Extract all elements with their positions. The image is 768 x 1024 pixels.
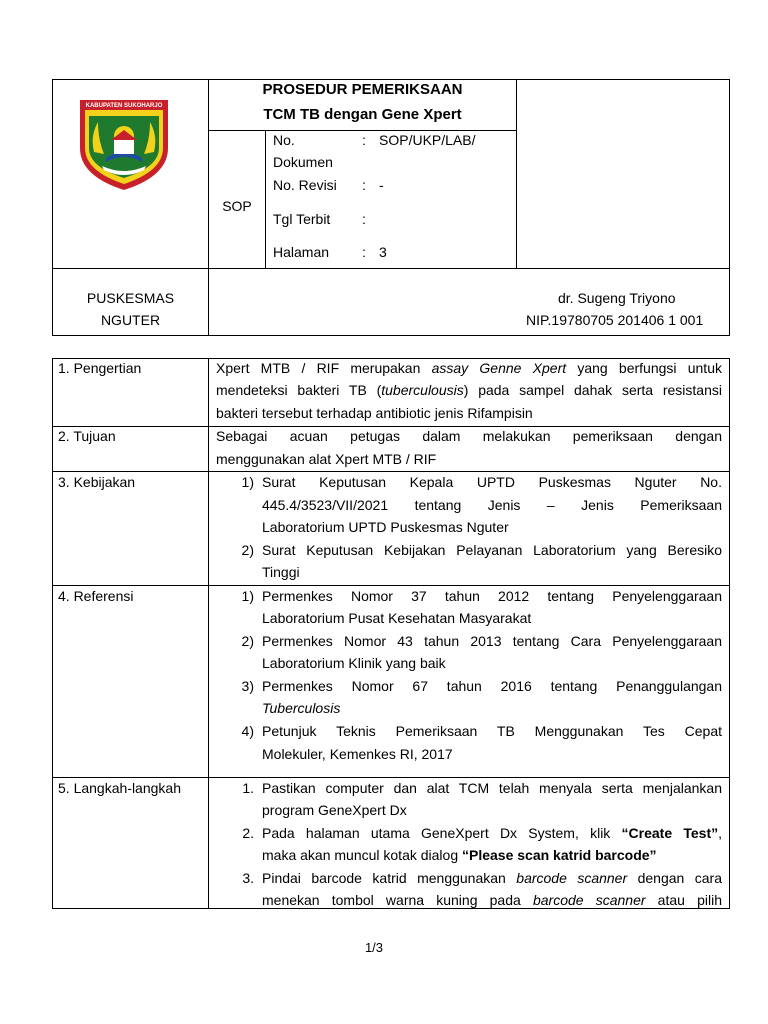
referensi-2-line-1: Permenkes Nomor 43 tahun 2013 tentang Cara Penyelenggaraan — [262, 633, 722, 649]
kabupaten-sukoharjo-logo — [76, 96, 172, 192]
field-no-value: SOP/UKP/LAB/ — [379, 132, 476, 148]
referensi-3-line-2: Tuberculosis — [262, 700, 341, 716]
kebijakan-num-1: 1) — [241, 474, 254, 490]
kebijakan-num-2: 2) — [241, 542, 254, 558]
referensi-2-line-2: Laboratorium Klinik yang baik — [262, 655, 446, 671]
referensi-4-line-2: Molekuler, Kemenkes RI, 2017 — [262, 746, 453, 762]
doc-title-line1: PROSEDUR PEMERIKSAAN — [262, 81, 463, 98]
langkah-num-1: 1. — [242, 780, 254, 796]
signer-nip: NIP.19780705 201406 1 001 — [526, 312, 704, 328]
org-name-line1: PUSKESMAS — [86, 290, 175, 306]
field-terbit-colon: : — [362, 211, 366, 227]
referensi-num-3: 3) — [241, 678, 254, 694]
pengertian-line-3: bakteri tersebut terhadap antibiotic jenis Rifampisin — [216, 405, 533, 421]
langkah-1-line-1: Pastikan computer dan alat TCM telah menyala serta menjalankan — [262, 780, 722, 796]
langkah-1-line-2: program GeneXpert Dx — [262, 802, 407, 818]
referensi-1-line-1: Permenkes Nomor 37 tahun 2012 tentang Penyelenggaraan — [262, 588, 722, 604]
field-no-colon: : — [362, 132, 366, 148]
kebijakan-1-line-3: Laboratorium UPTD Puskesmas Nguter — [262, 519, 509, 535]
referensi-num-2: 2) — [241, 633, 254, 649]
field-dokumen-label: Dokumen — [273, 154, 333, 170]
langkah-2-line-1: Pada halaman utama GeneXpert Dx System, klik “Create Test”, — [262, 825, 722, 841]
kebijakan-1-line-2: 445.4/3523/VII/2021 tentang Jenis – Jenis Pemeriksaan — [262, 497, 722, 513]
section-label-tujuan: 2. Tujuan — [58, 428, 116, 444]
field-revisi-colon: : — [362, 177, 366, 193]
pengertian-line-1: Xpert MTB / RIF merupakan assay Genne Xpert yang berfungsi untuk — [216, 360, 722, 376]
referensi-1-line-2: Laboratorium Pusat Kesehatan Masyarakat — [262, 610, 532, 626]
field-halaman-colon: : — [362, 244, 366, 260]
langkah-2-line-2: maka akan muncul kotak dialog “Please scan katrid barcode” — [262, 847, 657, 863]
langkah-num-3: 3. — [242, 870, 254, 886]
field-revisi-label: No. Revisi — [273, 177, 337, 193]
langkah-num-2: 2. — [242, 825, 254, 841]
section-label-referensi: 4. Referensi — [58, 588, 134, 604]
field-terbit-label: Tgl Terbit — [273, 211, 331, 227]
doc-title-line2: TCM TB dengan Gene Xpert — [263, 106, 462, 123]
page-number: 1/3 — [364, 940, 384, 955]
referensi-4-line-1: Petunjuk Teknis Pemeriksaan TB Menggunakan Tes Cepat — [262, 723, 722, 739]
sop-label: SOP — [222, 198, 252, 214]
section-label-kebijakan: 3. Kebijakan — [58, 474, 136, 490]
field-halaman-label: Halaman — [273, 244, 330, 260]
referensi-num-4: 4) — [241, 723, 254, 739]
field-halaman-value: 3 — [379, 244, 387, 260]
kebijakan-1-line-1: Surat Keputusan Kepala UPTD Puskesmas Nguter No. — [262, 474, 722, 490]
org-name-line2: NGUTER — [100, 312, 161, 328]
section-label-langkah: 5. Langkah-langkah — [58, 780, 181, 796]
tujuan-line-2: menggunakan alat Xpert MTB / RIF — [216, 451, 437, 467]
section-label-pengertian: 1. Pengertian — [58, 360, 142, 376]
tujuan-line-1: Sebagai acuan petugas dalam melakukan pemeriksaan dengan — [216, 428, 722, 444]
referensi-num-1: 1) — [241, 588, 254, 604]
langkah-3-line-1: Pindai barcode katrid menggunakan barcode scanner dengan cara — [262, 870, 722, 886]
field-no-label: No. — [273, 132, 295, 148]
signer-name: dr. Sugeng Triyono — [558, 290, 676, 306]
referensi-3-line-1: Permenkes Nomor 67 tahun 2016 tentang Penanggulangan — [262, 678, 722, 694]
langkah-3-line-2: menekan tombol warna kuning pada barcode scanner atau pilih — [262, 892, 722, 908]
pengertian-line-2: mendeteksi bakteri TB (tuberculousis) pada sampel dahak serta resistansi — [216, 382, 722, 398]
kebijakan-2-line-1: Surat Keputusan Kebijakan Pelayanan Laboratorium yang Beresiko — [262, 542, 722, 558]
kebijakan-2-line-2: Tinggi — [262, 564, 300, 580]
logo-text: KABUPATEN SUKOHARJO — [85, 103, 163, 109]
field-revisi-value: - — [379, 177, 384, 193]
